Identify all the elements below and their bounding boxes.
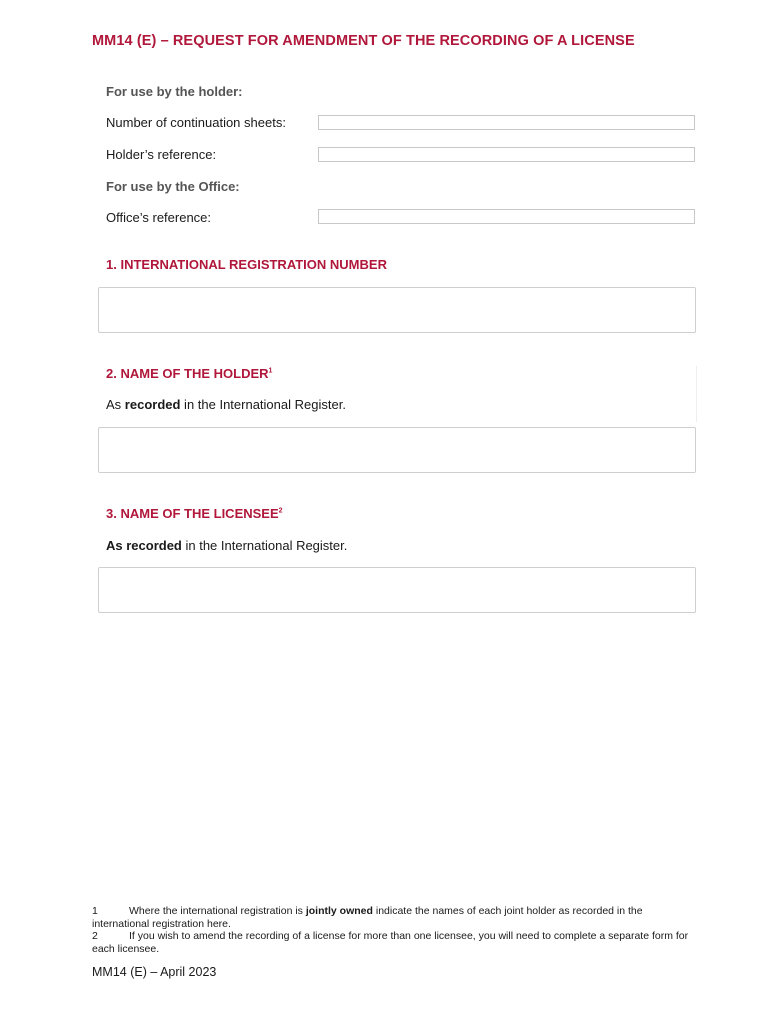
section-2-number: 2. <box>106 366 117 381</box>
section-2-instruction-pre: As <box>106 397 125 412</box>
footnote-2 <box>92 930 692 955</box>
section-2-instruction-post: in the International Register. <box>180 397 346 412</box>
office-use-heading: For use by the Office: <box>106 179 240 194</box>
office-reference-label: Office’s reference: <box>106 210 212 225</box>
section-2-instruction-bold: recorded <box>124 397 181 412</box>
section-2-instruction <box>106 397 346 412</box>
footnote-ref-1[interactable]: 1 <box>268 367 273 375</box>
footnotes <box>92 905 692 955</box>
section-3-heading <box>106 506 283 521</box>
licensee-name-field[interactable] <box>98 567 696 613</box>
holder-use-heading: For use by the holder: <box>106 84 243 99</box>
continuation-sheets-input[interactable] <box>318 115 695 130</box>
footnote-1-number: 1 <box>92 905 98 917</box>
footnote-1 <box>92 905 692 930</box>
section-3-instruction-post: in the International Register. <box>181 538 348 553</box>
international-registration-number-field[interactable] <box>98 287 696 333</box>
holder-reference-label: Holder’s reference: <box>106 147 217 162</box>
form-title: MM14 (E) – REQUEST FOR AMENDMENT OF THE RECORDING OF A LICENSE <box>92 33 635 49</box>
footnote-ref-2[interactable]: 2 <box>278 507 283 515</box>
page-footer: MM14 (E) – April 2023 <box>92 965 217 979</box>
footnote-1-bold: jointly owned <box>305 905 373 917</box>
section-3-instruction-bold: As recorded <box>106 538 182 553</box>
footnote-2-text: If you wish to amend the recording of a license for more than one licensee, you will need to complete a separate form for each licensee. <box>92 930 689 955</box>
footnote-1-pre: Where the international registration is <box>129 905 306 917</box>
section-2-panel-edge <box>696 366 697 422</box>
section-1-title: INTERNATIONAL REGISTRATION NUMBER <box>120 257 387 272</box>
section-3-number: 3. <box>106 506 117 521</box>
section-2-heading <box>106 366 272 381</box>
continuation-sheets-label: Number of continuation sheets: <box>106 115 286 130</box>
section-2-title: NAME OF THE HOLDER <box>120 366 269 381</box>
section-1-heading <box>106 257 387 272</box>
section-3-title: NAME OF THE LICENSEE <box>120 506 279 521</box>
holder-name-field[interactable] <box>98 427 696 473</box>
section-1-number: 1. <box>106 257 117 272</box>
office-reference-input[interactable] <box>318 209 695 224</box>
section-3-instruction <box>106 538 347 553</box>
holder-reference-input[interactable] <box>318 147 695 162</box>
footnote-1-post: indicate the names of each joint holder as recorded in the international registration here. <box>92 905 643 930</box>
footnote-2-number: 2 <box>92 930 98 942</box>
